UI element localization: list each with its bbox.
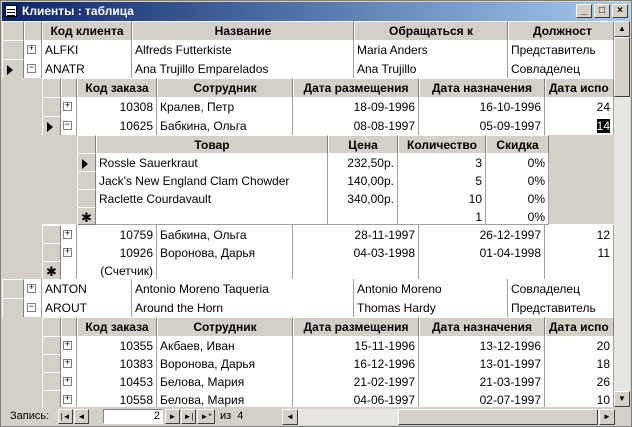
header-spacer	[24, 21, 42, 42]
collapse-icon[interactable]: −	[64, 120, 71, 130]
record-selector-current[interactable]	[2, 59, 24, 80]
item-qty-new[interactable]: 1	[398, 207, 486, 225]
scroll-left-icon[interactable]: ◄	[282, 409, 298, 425]
scroll-thumb[interactable]	[614, 37, 630, 97]
header-spacer	[61, 78, 77, 99]
item-qty[interactable]: 10	[398, 189, 486, 210]
order-due[interactable]: 16-10-1996	[419, 97, 545, 118]
column-header-employee[interactable]: Сотрудник	[157, 317, 293, 338]
item-price[interactable]: 232,50р.	[328, 153, 398, 174]
item-product-new[interactable]	[96, 207, 328, 225]
record-count: из 4	[220, 410, 244, 422]
expand-icon[interactable]: +	[64, 229, 71, 239]
new-record-star-icon: ✱	[81, 210, 92, 225]
order-employee-new[interactable]	[157, 261, 293, 281]
column-header-placed[interactable]: Дата размещения	[293, 78, 419, 99]
subdatasheet-margin	[2, 317, 42, 407]
order-id[interactable]: 10759	[77, 225, 157, 246]
column-header-product[interactable]: Товар	[96, 135, 328, 156]
title-bar	[2, 2, 630, 21]
order-shipped[interactable]: 26	[545, 372, 614, 393]
order-employee[interactable]: Воронова, Дарья	[157, 354, 293, 375]
order-placed[interactable]: 18-09-1996	[293, 97, 419, 118]
column-header-due[interactable]: Дата назначения	[419, 317, 545, 338]
record-selector-current[interactable]	[42, 116, 61, 137]
customer-code[interactable]: ANATR	[42, 59, 132, 80]
minimize-button[interactable]: _	[576, 4, 592, 18]
order-shipped-new[interactable]	[545, 261, 614, 281]
subdatasheet-margin	[42, 135, 77, 224]
customer-contact[interactable]: Antonio Moreno	[354, 279, 508, 300]
customer-contact[interactable]: Thomas Hardy	[354, 298, 508, 319]
record-selector-new[interactable]	[77, 207, 96, 225]
column-header-shipped[interactable]: Дата испо	[545, 317, 614, 338]
column-header-due[interactable]: Дата назначения	[419, 78, 545, 99]
column-header-name[interactable]: Название	[132, 21, 354, 42]
customer-name[interactable]: Antonio Moreno Taqueria	[132, 279, 354, 300]
order-employee[interactable]: Бабкина, Ольга	[157, 116, 293, 137]
order-id-new[interactable]: (Счетчик)	[77, 261, 157, 281]
record-selector[interactable]	[2, 298, 24, 319]
column-header-title[interactable]: Должност	[508, 21, 614, 42]
customer-name[interactable]: Around the Horn	[132, 298, 354, 319]
expander-cell	[61, 261, 77, 281]
order-employee[interactable]: Белова, Мария	[157, 372, 293, 393]
order-due[interactable]: 21-03-1997	[419, 372, 545, 393]
expander-cell	[24, 279, 42, 300]
header-spacer	[61, 317, 77, 338]
close-button[interactable]: ×	[612, 4, 628, 18]
text-cursor-selection: 14	[596, 119, 610, 133]
vertical-scrollbar[interactable]	[614, 21, 630, 407]
customer-code[interactable]: ANTON	[42, 279, 132, 300]
order-due[interactable]: 13-01-1997	[419, 354, 545, 375]
datasheet	[2, 21, 614, 407]
item-product[interactable]: Raclette Courdavault	[96, 189, 328, 210]
item-discount-new[interactable]: 0%	[486, 207, 549, 225]
current-record-arrow-icon	[7, 65, 13, 75]
column-header-code[interactable]: Код клиента	[42, 21, 132, 42]
order-shipped-active[interactable]	[545, 116, 614, 137]
customer-name[interactable]: Ana Trujillo Emparelados	[132, 59, 354, 80]
header-spacer	[42, 317, 61, 338]
customer-code[interactable]: AROUT	[42, 298, 132, 319]
scroll-right-icon[interactable]: ►	[599, 409, 615, 425]
expand-icon[interactable]: +	[64, 340, 71, 350]
column-header-qty[interactable]: Количество	[398, 135, 486, 156]
record-selector[interactable]	[42, 390, 61, 407]
order-id[interactable]: 10355	[77, 336, 157, 357]
order-employee[interactable]: Белова, Мария	[157, 390, 293, 407]
order-id[interactable]: 10625	[77, 116, 157, 137]
customer-title[interactable]: Совладелец	[508, 279, 614, 300]
order-placed[interactable]: 28-11-1997	[293, 225, 419, 246]
order-placed[interactable]: 08-08-1997	[293, 116, 419, 137]
expander-cell	[24, 40, 42, 61]
expand-icon[interactable]: +	[64, 101, 71, 111]
expand-icon[interactable]: +	[28, 283, 35, 293]
record-number-input[interactable]: 2	[103, 409, 163, 424]
order-placed[interactable]: 15-11-1996	[293, 336, 419, 357]
item-discount[interactable]: 0%	[486, 153, 549, 174]
order-employee[interactable]: Бабкина, Ольга	[157, 225, 293, 246]
expand-icon[interactable]: +	[64, 247, 71, 257]
column-header-shipped[interactable]: Дата испо	[545, 78, 614, 99]
order-placed[interactable]: 16-12-1996	[293, 354, 419, 375]
customer-title[interactable]: Представитель	[508, 40, 614, 61]
record-label: Запись:	[10, 410, 50, 422]
record-navigation-bar	[2, 407, 630, 426]
column-header-order-id[interactable]: Код заказа	[77, 78, 157, 99]
horizontal-scrollbar[interactable]	[282, 409, 615, 425]
subdatasheet-margin	[549, 135, 614, 224]
customer-contact[interactable]: Ana Trujillo	[354, 59, 508, 80]
order-shipped[interactable]: 18	[545, 354, 614, 375]
expand-icon[interactable]: +	[64, 394, 71, 404]
scroll-up-icon[interactable]: ▲	[614, 21, 630, 37]
order-placed[interactable]: 21-02-1997	[293, 372, 419, 393]
column-header-employee[interactable]: Сотрудник	[157, 78, 293, 99]
order-id[interactable]: 10558	[77, 390, 157, 407]
current-record-arrow-icon	[82, 159, 88, 169]
item-price[interactable]: 340,00р.	[328, 189, 398, 210]
first-record-button[interactable]: |◄	[58, 409, 73, 424]
expand-icon[interactable]: +	[64, 376, 71, 386]
subdatasheet-margin	[2, 78, 42, 281]
collapse-icon[interactable]: −	[28, 63, 35, 73]
order-due[interactable]: 05-09-1997	[419, 116, 545, 137]
order-employee[interactable]: Воронова, Дарья	[157, 243, 293, 264]
customer-title[interactable]: Представитель	[508, 298, 614, 319]
item-product[interactable]: Jack's New England Clam Chowder	[96, 171, 328, 192]
customer-contact[interactable]: Maria Anders	[354, 40, 508, 61]
order-employee[interactable]: Акбаев, Иван	[157, 336, 293, 357]
expander-cell	[61, 116, 77, 137]
order-id[interactable]: 10383	[77, 354, 157, 375]
header-spacer	[2, 21, 24, 42]
order-id[interactable]: 10453	[77, 372, 157, 393]
item-qty[interactable]: 3	[398, 153, 486, 174]
record-selector[interactable]	[2, 279, 24, 300]
previous-record-button[interactable]: ◄	[74, 409, 89, 424]
order-due[interactable]: 02-07-1997	[419, 390, 545, 407]
maximize-button[interactable]: □	[594, 4, 610, 18]
window-title: Клиенты : таблица	[22, 4, 134, 18]
order-id[interactable]: 10926	[77, 243, 157, 264]
expander-cell	[24, 59, 42, 80]
order-shipped[interactable]: 10	[545, 390, 614, 407]
new-record-button[interactable]: ►*	[197, 409, 215, 424]
table-icon	[5, 5, 17, 17]
horizontal-scroll-thumb[interactable]	[398, 409, 598, 425]
expand-icon[interactable]: +	[64, 358, 71, 368]
order-shipped[interactable]: 11	[545, 243, 614, 264]
record-selector-new[interactable]	[42, 261, 61, 281]
item-qty[interactable]: 5	[398, 171, 486, 192]
expand-icon[interactable]: +	[28, 44, 35, 54]
order-shipped[interactable]: 20	[545, 336, 614, 357]
collapse-icon[interactable]: −	[28, 302, 35, 312]
order-placed-new[interactable]	[293, 261, 419, 281]
header-spacer	[42, 78, 61, 99]
record-selector[interactable]	[42, 97, 61, 118]
customer-title[interactable]: Совладелец	[508, 59, 614, 80]
last-record-button[interactable]: ►|	[181, 409, 196, 424]
item-product[interactable]: Rossle Sauerkraut	[96, 153, 328, 174]
column-header-placed[interactable]: Дата размещения	[293, 317, 419, 338]
order-due[interactable]: 01-04-1998	[419, 243, 545, 264]
order-due[interactable]: 13-12-1996	[419, 336, 545, 357]
item-discount[interactable]: 0%	[486, 171, 549, 192]
item-price-new[interactable]	[328, 207, 398, 225]
expander-cell	[24, 298, 42, 319]
order-shipped[interactable]: 24	[545, 97, 614, 118]
item-discount[interactable]: 0%	[486, 189, 549, 210]
column-header-contact[interactable]: Обращаться к	[354, 21, 508, 42]
customer-name[interactable]: Alfreds Futterkiste	[132, 40, 354, 61]
order-employee[interactable]: Кралев, Петр	[157, 97, 293, 118]
column-header-order-id[interactable]: Код заказа	[77, 317, 157, 338]
new-record-star-icon: ✱	[46, 264, 57, 279]
customer-code[interactable]: ALFKI	[42, 40, 132, 61]
order-due[interactable]: 26-12-1997	[419, 225, 545, 246]
scroll-down-icon[interactable]: ▼	[614, 391, 630, 407]
expander-cell	[61, 97, 77, 118]
expander-cell	[61, 390, 77, 407]
order-due-new[interactable]	[419, 261, 545, 281]
column-header-discount[interactable]: Скидка	[486, 135, 549, 156]
next-record-button[interactable]: ►	[165, 409, 180, 424]
order-id[interactable]: 10308	[77, 97, 157, 118]
order-placed[interactable]: 04-06-1997	[293, 390, 419, 407]
record-selector[interactable]	[2, 40, 24, 61]
column-header-price[interactable]: Цена	[328, 135, 398, 156]
order-shipped[interactable]: 12	[545, 225, 614, 246]
order-placed[interactable]: 04-03-1998	[293, 243, 419, 264]
current-record-arrow-icon	[47, 122, 53, 132]
item-price[interactable]: 140,00р.	[328, 171, 398, 192]
